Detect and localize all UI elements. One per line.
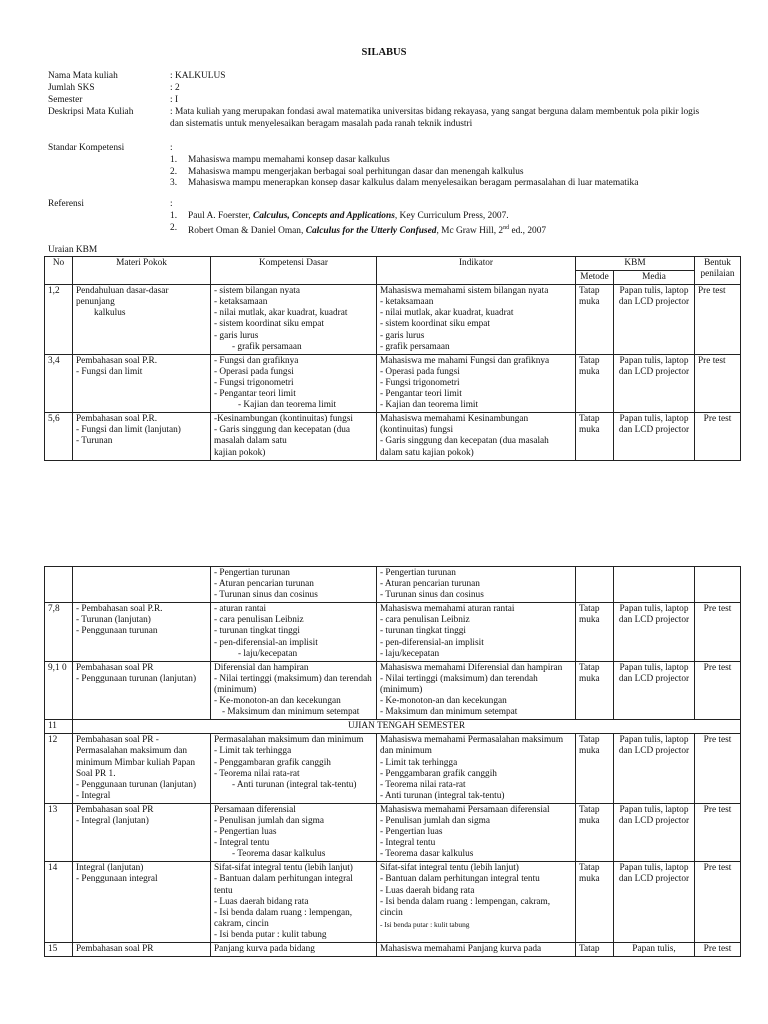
cell-media: Papan tulis, laptop dan LCD projector	[614, 734, 695, 804]
cell-materi: Pendahuluan dasar-dasar penunjang kalkulus	[73, 285, 211, 355]
standar-colon: :	[170, 143, 173, 153]
cell-media: Papan tulis, laptop dan LCD projector	[614, 803, 695, 861]
list-item: 2. Robert Oman & Daniel Oman, Calculus for the Utterly Confused, Mc Graw Hill, 2nd ed., 2007	[170, 223, 547, 237]
cell-kompetensi: Permasalahan maksimum dan minimum - Limit tak terhingga - Penggambaran grafik canggih - Teorema nilai rata-rat - Anti turunan (integral tak-tentu)	[211, 734, 377, 804]
kbm-table-bottom	[44, 566, 741, 957]
cell-no	[45, 567, 73, 603]
cell-penilaian: Pre test	[695, 734, 741, 804]
cell-materi: Pembahasan soal P.R. - Fungsi dan limit (lanjutan) - Turunan	[73, 413, 211, 460]
cell-kompetensi: Diferensial dan hampiran - Nilai tertinggi (maksimum) dan terendah (minimum) - Ke-monoton-an dan kecekungan - Maksimum dan minimum setempat	[211, 661, 377, 719]
cell-kompetensi: Panjang kurva pada bidang	[211, 943, 377, 957]
referensi-label: Referensi	[48, 199, 84, 209]
cell-materi: Pembahasan soal PR - Permasalahan maksimum dan minimum Mimbar kuliah Papan Soal PR 1. - Penggunaan turunan (lanjutan) - Integral	[73, 734, 211, 804]
cell-kompetensi: -Kesinambungan (kontinuitas) fungsi - Garis singgung dan kecepatan (dua masalah dalam satu kajian pokok)	[211, 413, 377, 460]
cell-no: 14	[45, 862, 73, 943]
referensi-list	[170, 211, 546, 235]
uts-label: UJIAN TENGAH SEMESTER	[73, 720, 741, 734]
cell-materi: - Pembahasan soal P.R. - Turunan (lanjutan) - Penggunaan turunan	[73, 603, 211, 661]
cell-kompetensi: Sifat-sifat integral tentu (lebih lanjut) - Bantuan dalam perhitungan integral tentu - Luas daerah bidang rata - Isi benda dalam ruang : lempengan, cakram, cincin - Isi benda putar : kulit tabung	[211, 862, 377, 943]
meta-label: Jumlah SKS	[48, 83, 95, 93]
table-row-uts	[45, 720, 741, 734]
cell-indikator: Mahasiswa memahami sistem bilangan nyata - ketaksamaan - nilai mutlak, akar kuadrat, kuadrat - sistem koordinat siku empat - garis lurus - grafik persamaan	[377, 285, 576, 355]
cell-penilaian: Pre test	[695, 413, 741, 460]
table-row	[45, 734, 741, 804]
meta-value: : Mata kuliah yang merupakan fondasi awal matematika universitas bidang rekayasa, yang sangat berguna dalam membentuk pola pikir logis dan sistematis untuk menyelesaikan beragam masalah pada ranah teknik industri	[170, 107, 700, 129]
cell-no: 1,2	[45, 285, 73, 355]
cell-penilaian	[695, 567, 741, 603]
cell-no: 7,8	[45, 603, 73, 661]
uraian-label: Uraian KBM	[48, 245, 98, 255]
standar-list	[170, 155, 638, 190]
cell-no: 11	[45, 720, 73, 734]
header-media: Media	[614, 271, 695, 285]
cell-indikator: Mahasiswa memahami Diferensial dan hampiran - Nilai tertinggi (maksimum) dan terendah (minimum) - Ke-monoton-an dan kecekungan - Maksimum dan minimum setempat	[377, 661, 576, 719]
cell-no: 3,4	[45, 354, 73, 412]
header-kompetensi: Kompetensi Dasar	[211, 257, 377, 285]
cell-materi: Pembahasan soal PR	[73, 943, 211, 957]
header-indikator: Indikator	[377, 257, 576, 285]
header-no: No	[45, 257, 73, 285]
cell-media: Papan tulis, laptop dan LCD projector	[614, 413, 695, 460]
cell-metode: Tatap muka	[576, 285, 614, 355]
cell-penilaian: Pre test	[695, 661, 741, 719]
cell-indikator: Mahasiswa memahami Kesinambungan (kontinuitas) fungsi - Garis singgung dan kecepatan (dua masalah dalam satu kajian pokok)	[377, 413, 576, 460]
cell-media: Papan tulis, laptop dan LCD projector	[614, 862, 695, 943]
meta-value: : I	[170, 95, 179, 105]
cell-indikator: Mahasiswa memahami Permasalahan maksimum dan minimum - Limit tak terhingga - Penggambaran grafik canggih - Teorema nilai rata-rat - Anti turunan (integral tak-tentu)	[377, 734, 576, 804]
cell-penilaian: Pre test	[695, 803, 741, 861]
list-item: 3. Mahasiswa mampu menerapkan konsep dasar kalkulus dalam menyelesaikan beragam permasalahan di luar matematika	[170, 178, 639, 188]
cell-penilaian: Pre test	[695, 862, 741, 943]
cell-metode: Tatap muka	[576, 734, 614, 804]
list-item: 1. Paul A. Foerster, Calculus, Concepts and Applications, Key Curriculum Press, 2007.	[170, 211, 509, 221]
cell-kompetensi: Persamaan diferensial - Penulisan jumlah dan sigma - Pengertian luas - Integral tentu - Teorema dasar kalkulus	[211, 803, 377, 861]
cell-indikator: Sifat-sifat integral tentu (lebih lanjut) - Bantuan dalam perhitungan integral tentu - Luas daerah bidang rata - Isi benda dalam ruang : lempengan, cakram, cincin - Isi benda putar : kulit tabung	[377, 862, 576, 943]
cell-materi: Pembahasan soal PR - Integral (lanjutan)	[73, 803, 211, 861]
cell-kompetensi: - Fungsi dan grafiknya - Operasi pada fungsi - Fungsi trigonometri - Pengantar teori limit - Kajian dan teorema limit	[211, 354, 377, 412]
cell-no: 9,1 0	[45, 661, 73, 719]
table-row	[45, 354, 741, 412]
table-row	[45, 603, 741, 661]
cell-kompetensi: - aturan rantai - cara penulisan Leibniz - turunan tingkat tinggi - pen-diferensial-an implisit - laju/kecepatan	[211, 603, 377, 661]
document-title: SILABUS	[361, 47, 407, 58]
cell-metode: Tatap muka	[576, 603, 614, 661]
cell-metode: Tatap muka	[576, 354, 614, 412]
table-row	[45, 413, 741, 460]
cell-metode: Tatap muka	[576, 803, 614, 861]
cell-no: 15	[45, 943, 73, 957]
cell-materi: Pembahasan soal P.R. - Fungsi dan limit	[73, 354, 211, 412]
table-row	[45, 661, 741, 719]
meta-value: : 2	[170, 83, 180, 93]
cell-kompetensi: - sistem bilangan nyata - ketaksamaan - nilai mutlak, akar kuadrat, kuadrat - sistem koordinat siku empat - garis lurus - grafik persamaan	[211, 285, 377, 355]
cell-penilaian: Pre test	[695, 354, 741, 412]
header-kbm: KBM	[576, 257, 695, 271]
cell-media: Papan tulis, laptop dan LCD projector	[614, 285, 695, 355]
table-row	[45, 567, 741, 603]
cell-indikator: Mahasiswa memahami aturan rantai - cara penulisan Leibniz - turunan tingkat tinggi - pen-diferensial-an implisit - laju/kecepatan	[377, 603, 576, 661]
cell-penilaian: Pre test	[695, 943, 741, 957]
cell-metode	[576, 567, 614, 603]
referensi-colon: :	[170, 199, 173, 209]
meta-value: : KALKULUS	[170, 71, 226, 81]
table-row	[45, 862, 741, 943]
meta-label: Nama Mata kuliah	[48, 71, 118, 81]
cell-metode: Tatap muka	[576, 413, 614, 460]
cell-media: Papan tulis, laptop dan LCD projector	[614, 661, 695, 719]
meta-deskripsi	[48, 107, 708, 133]
cell-no: 12	[45, 734, 73, 804]
cell-penilaian: Pre test	[695, 603, 741, 661]
list-item: 2. Mahasiswa mampu mengerjakan berbagai soal perhitungan dasar dan menengah kalkulus	[170, 166, 524, 177]
standar-label: Standar Kompetensi	[48, 143, 125, 153]
cell-indikator: - Pengertian turunan - Aturan pencarian turunan - Turunan sinus dan cosinus	[377, 567, 576, 603]
meta-label: Deskripsi Mata Kuliah	[48, 107, 134, 117]
header-row	[45, 257, 741, 271]
cell-metode: Tatap muka	[576, 862, 614, 943]
cell-metode: Tatap muka	[576, 661, 614, 719]
cell-media	[614, 567, 695, 603]
cell-indikator: Mahasiswa memahami Persamaan diferensial - Penulisan jumlah dan sigma - Pengertian luas - Integral tentu - Teorema dasar kalkulus	[377, 803, 576, 861]
meta-label: Semester	[48, 95, 83, 105]
cell-materi: Integral (lanjutan) - Penggunaan integral	[73, 862, 211, 943]
cell-no: 13	[45, 803, 73, 861]
cell-indikator: Mahasiswa memahami Panjang kurva pada	[377, 943, 576, 957]
table-row	[45, 803, 741, 861]
cell-media: Papan tulis, laptop dan LCD projector	[614, 603, 695, 661]
header-metode: Metode	[576, 271, 614, 285]
list-item: 1. Mahasiswa mampu memahami konsep dasar kalkulus	[170, 155, 390, 165]
cell-media: Papan tulis,	[614, 943, 695, 957]
cell-materi: Pembahasan soal PR - Penggunaan turunan (lanjutan)	[73, 661, 211, 719]
header-materi: Materi Pokok	[73, 257, 211, 285]
cell-metode: Tatap	[576, 943, 614, 957]
cell-media: Papan tulis, laptop dan LCD projector	[614, 354, 695, 412]
header-bentuk: Bentuk penilaian	[695, 257, 741, 285]
kbm-table-top	[44, 256, 741, 461]
cell-penilaian: Pre test	[695, 285, 741, 355]
table-row	[45, 943, 741, 957]
cell-materi	[73, 567, 211, 603]
table-row	[45, 285, 741, 355]
cell-kompetensi: - Pengertian turunan - Aturan pencarian turunan - Turunan sinus dan cosinus	[211, 567, 377, 603]
cell-indikator: Mahasiswa me mahami Fungsi dan grafiknya - Operasi pada fungsi - Fungsi trigonometri - Pengantar teori limit - Kajian dan teorema limit	[377, 354, 576, 412]
cell-no: 5,6	[45, 413, 73, 460]
